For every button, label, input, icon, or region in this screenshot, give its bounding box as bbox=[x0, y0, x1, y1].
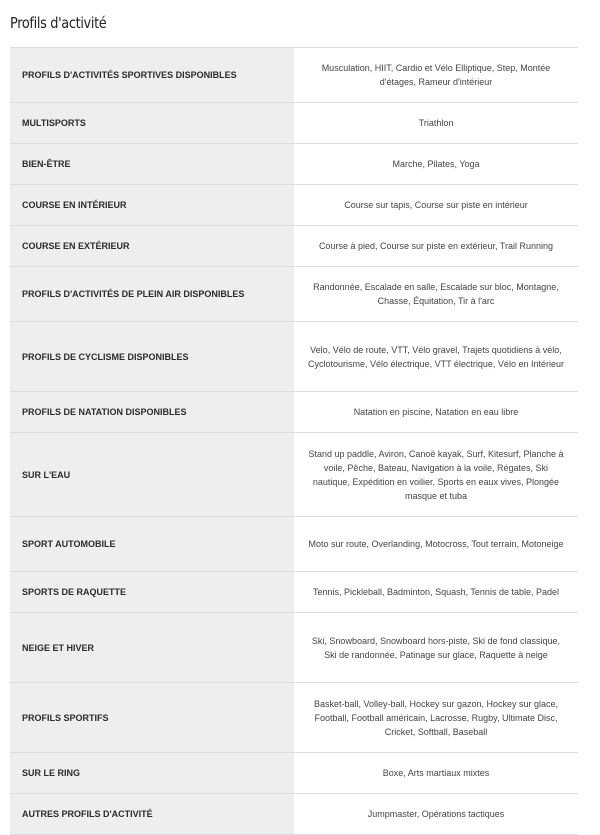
table-row bbox=[10, 267, 578, 322]
row-label: PROFILS DE CYCLISME DISPONIBLES bbox=[10, 322, 294, 392]
row-label: PROFILS SPORTIFS bbox=[10, 683, 294, 753]
table-row bbox=[10, 48, 578, 103]
row-value: Natation en piscine, Natation en eau libre bbox=[294, 392, 578, 433]
table-row bbox=[10, 144, 578, 185]
row-value: Triathlon bbox=[294, 103, 578, 144]
activity-profiles-table bbox=[10, 47, 578, 835]
row-value: Course sur tapis, Course sur piste en intérieur bbox=[294, 185, 578, 226]
row-label: NEIGE ET HIVER bbox=[10, 613, 294, 683]
row-value: Marche, Pilates, Yoga bbox=[294, 144, 578, 185]
row-label: AUTRES PROFILS D'ACTIVITÉ bbox=[10, 794, 294, 835]
table-row bbox=[10, 392, 578, 433]
table-row bbox=[10, 517, 578, 572]
row-label: MULTISPORTS bbox=[10, 103, 294, 144]
table-row bbox=[10, 572, 578, 613]
table-row bbox=[10, 103, 578, 144]
table-row bbox=[10, 185, 578, 226]
row-label: PROFILS DE NATATION DISPONIBLES bbox=[10, 392, 294, 433]
row-value: Velo, Vélo de route, VTT, Vélo gravel, Trajets quotidiens à vélo, Cyclotourisme, Vélo électrique, VTT électrique, Vélo en Intérieur bbox=[294, 322, 578, 392]
row-value: Basket-ball, Volley-ball, Hockey sur gazon, Hockey sur glace, Football, Football américain, Lacrosse, Rugby, Ultimate Disc, Cricket, Softball, Baseball bbox=[294, 683, 578, 753]
row-label: COURSE EN INTÉRIEUR bbox=[10, 185, 294, 226]
row-label: SUR L'EAU bbox=[10, 433, 294, 517]
row-label: BIEN-ÊTRE bbox=[10, 144, 294, 185]
table-row bbox=[10, 613, 578, 683]
page-title: Profils d'activité bbox=[10, 14, 107, 32]
row-value: Randonnée, Escalade en salle, Escalade sur bloc, Montagne, Chasse, Équitation, Tir à l'arc bbox=[294, 267, 578, 322]
table-row bbox=[10, 322, 578, 392]
row-label: SPORT AUTOMOBILE bbox=[10, 517, 294, 572]
table-row bbox=[10, 433, 578, 517]
row-value: Boxe, Arts martiaux mixtes bbox=[294, 753, 578, 794]
table-row bbox=[10, 753, 578, 794]
row-value: Moto sur route, Overlanding, Motocross, Tout terrain, Motoneige bbox=[294, 517, 578, 572]
row-label: COURSE EN EXTÉRIEUR bbox=[10, 226, 294, 267]
table-row bbox=[10, 794, 578, 835]
row-value: Stand up paddle, Aviron, Canoë kayak, Surf, Kitesurf, Planche à voile, Pêche, Bateau, Navigation à la voile, Régates, Ski nautique, Expédition en voilier, Sports en eaux vives, Plongée masque et tuba bbox=[294, 433, 578, 517]
row-value: Course à pied, Course sur piste en extérieur, Trail Running bbox=[294, 226, 578, 267]
row-value: Tennis, Pickleball, Badminton, Squash, Tennis de table, Padel bbox=[294, 572, 578, 613]
row-value: Ski, Snowboard, Snowboard hors-piste, Ski de fond classique, Ski de randonnée, Patinage sur glace, Raquette à neige bbox=[294, 613, 578, 683]
table-row bbox=[10, 226, 578, 267]
row-label: PROFILS D'ACTIVITÉS DE PLEIN AIR DISPONIBLES bbox=[10, 267, 294, 322]
row-label: SUR LE RING bbox=[10, 753, 294, 794]
row-value: Musculation, HIIT, Cardio et Vélo Elliptique, Step, Montée d'étages, Rameur d'intérieur bbox=[294, 48, 578, 103]
table-row bbox=[10, 683, 578, 753]
row-label: PROFILS D'ACTIVITÉS SPORTIVES DISPONIBLES bbox=[10, 48, 294, 103]
row-label: SPORTS DE RAQUETTE bbox=[10, 572, 294, 613]
row-value: Jumpmaster, Opérations tactiques bbox=[294, 794, 578, 835]
